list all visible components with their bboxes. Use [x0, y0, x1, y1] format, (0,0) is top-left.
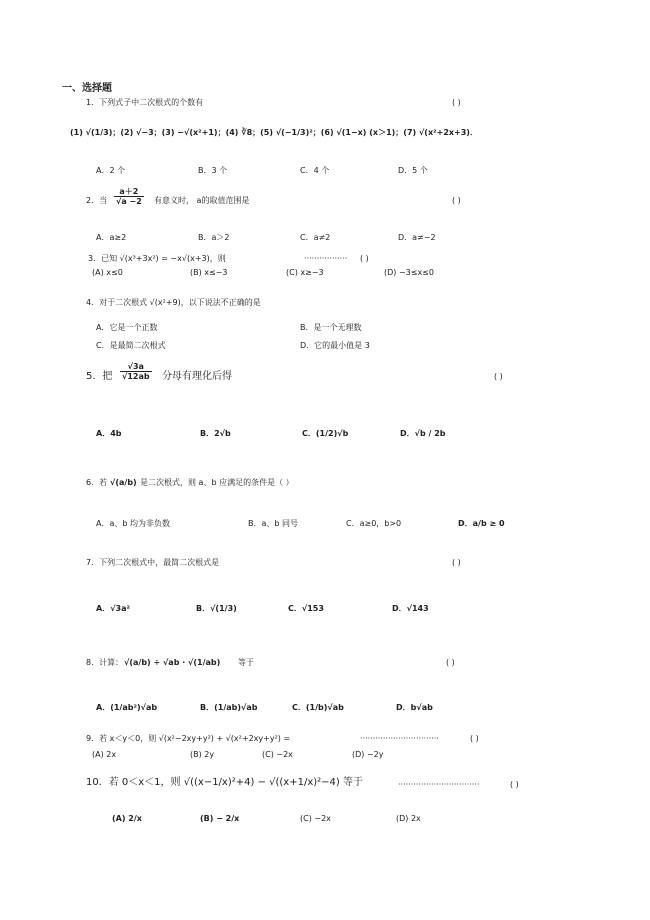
q6-option-b: B．a、b 同号	[248, 519, 299, 528]
q4-option-a: A．它是一个正数	[96, 323, 158, 332]
q7-stem: 7．下列二次根式中，最简二次根式是	[86, 558, 220, 567]
q9-option-d: (D) −2y	[352, 750, 384, 759]
q2-option-d: D．a≠−2	[398, 233, 436, 242]
q3-option-b: (B) x≤−3	[190, 268, 228, 277]
q1-items: (1) √(1/3)；(2) √−3；(3) −√(x²+1)；(4) ∛8；(5) √(−1/3)²；(6) √(1−x) (x＞1)；(7) √(x²+2x+3)．	[70, 128, 478, 137]
q7-option-b: B．√(1/3)	[196, 604, 237, 613]
q2-fraction	[114, 187, 144, 206]
q6-option-a: A．a、b 均为非负数	[96, 519, 170, 528]
q7-option-a: A．√3a²	[96, 604, 130, 613]
q3-option-c: (C) x≥−3	[286, 268, 324, 277]
q9-answer-paren: ( )	[470, 734, 479, 743]
q3-stem: 3．已知 √(x³+3x²) = −x√(x+3)，则	[88, 254, 226, 263]
q9-option-c: (C) −2x	[262, 750, 293, 759]
q1-option-a: A．2 个	[96, 166, 126, 175]
q2-post: 有意义时， a的取值范围是	[154, 196, 250, 205]
q9-option-a: (A) 2x	[92, 750, 117, 759]
q7-option-d: D．√143	[392, 604, 429, 613]
q10-option-c: (C) −2x	[300, 814, 331, 823]
q5-option-a: A．4b	[96, 429, 122, 438]
q8-pre: 8．计算：	[86, 658, 124, 667]
q6-option-c: C．a≥0，b>0	[346, 519, 402, 528]
q6-pre: 6．若	[86, 478, 108, 487]
q8-option-d: D．b√ab	[396, 703, 433, 712]
q6-fraction: √(a/b)	[110, 478, 137, 487]
q3-option-d: (D) −3≤x≤0	[384, 268, 434, 277]
q4-stem: 4．对于二次根式 √(x²+9)，以下说法不正确的是	[86, 298, 261, 307]
q2-denominator: √a −2	[116, 197, 142, 206]
q3-answer-paren: ( )	[360, 254, 369, 263]
q4-option-b: B．是一个无理数	[300, 323, 362, 332]
q8-post: 等于	[238, 658, 254, 667]
q7-answer-paren: ( )	[452, 558, 461, 567]
q2-numerator: a＋2	[114, 187, 144, 197]
q3-dots: ·················	[304, 254, 348, 263]
q2-pre: 2．当	[86, 196, 108, 205]
q10-answer-paren: ( )	[510, 780, 519, 789]
section-title: 一、选择题	[62, 83, 112, 94]
q4-option-d: D．它的最小值是 3	[300, 341, 370, 350]
q8-option-b: B．(1/ab)√ab	[200, 703, 258, 712]
q8-option-c: C．(1/b)√ab	[292, 703, 344, 712]
q5-post: 分母有理化后得	[162, 371, 232, 382]
q10-option-b: (B) − 2/x	[200, 814, 240, 823]
q2-option-c: C．a≠2	[300, 233, 331, 242]
q7-option-c: C．√153	[288, 604, 324, 613]
q8-option-a: A．(1/ab²)√ab	[96, 703, 158, 712]
q5-option-c: C．(1/2)√b	[302, 429, 349, 438]
q1-stem: 1．下列式子中二次根式的个数有	[86, 98, 204, 107]
q5-answer-paren: ( )	[494, 372, 503, 381]
q4-option-c: C．是最简二次根式	[96, 341, 166, 350]
q5-pre: 5．把	[86, 371, 113, 382]
q10-dots: ································	[398, 780, 480, 789]
q2-option-a: A．a≥2	[96, 233, 127, 242]
q6-post: 是二次根式，则 a、b 应满足的条件是（ ）	[140, 478, 294, 487]
q1-answer-paren: ( )	[452, 98, 461, 107]
q8-expression: √(a/b) ÷ √ab · √(1/ab)	[124, 658, 221, 667]
q1-option-c: C．4 个	[300, 166, 330, 175]
q5-numerator: √3a	[120, 362, 152, 372]
q5-option-b: B．2√b	[200, 429, 231, 438]
q8-answer-paren: ( )	[446, 658, 455, 667]
q6-option-d: D．a/b ≥ 0	[458, 519, 505, 528]
q9-option-b: (B) 2y	[190, 750, 215, 759]
q5-option-d: D．√b / 2b	[400, 429, 446, 438]
q9-dots: ·······························	[360, 734, 439, 743]
q9-stem: 9．若 x＜y＜0，则 √(x²−2xy+y²) + √(x²+2xy+y²) =	[86, 734, 291, 743]
q3-option-a: (A) x≤0	[92, 268, 123, 277]
q10-option-d: (D) 2x	[396, 814, 421, 823]
q1-option-b: B．3 个	[198, 166, 228, 175]
q5-denominator: √12ab	[122, 372, 150, 381]
q2-option-b: B．a＞2	[198, 233, 230, 242]
q5-fraction	[120, 362, 152, 381]
q10-stem: 10．若 0＜x＜1，则 √((x−1/x)²+4) − √((x+1/x)²−4) 等于	[86, 777, 363, 788]
q1-option-d: D．5 个	[398, 166, 428, 175]
q2-answer-paren: ( )	[452, 196, 461, 205]
q10-option-a: (A) 2/x	[112, 814, 142, 823]
